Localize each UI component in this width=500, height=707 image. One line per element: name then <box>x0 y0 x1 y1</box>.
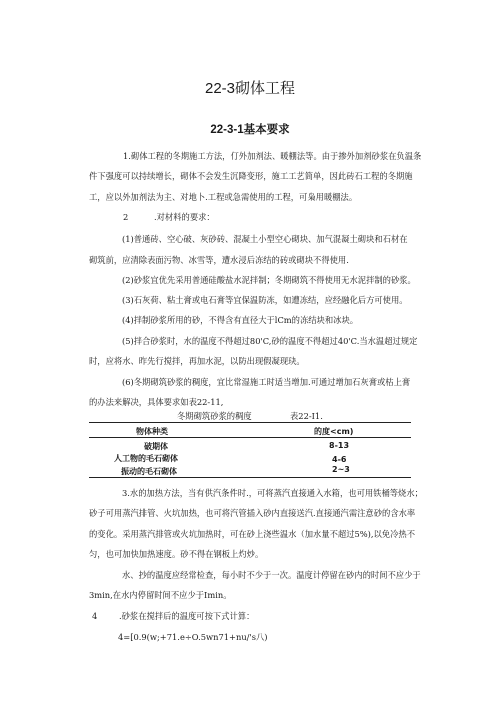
sub-item-5-line-2: 时，应将水、昨先行搅拌，再加水泥，以防出现假凝现玦。 <box>89 356 305 366</box>
table-header-rule <box>89 437 411 438</box>
table-number: 表22-I1. <box>290 411 323 421</box>
paragraph-3-line-4: 匀，也可加快加热速度。砂不得在钢板上灼炒。 <box>89 549 264 559</box>
paragraph-3-line-1: 3.水的加热方法，当有供汽条件时.，可将蒸汽直接通入水箱，也可用铁桶等烧水； <box>122 488 423 498</box>
table-header-kind: 物体种类 <box>136 427 168 436</box>
paragraph-1-line-2: 件下强度可以持续增长，砌体不会发生沉降变形，施工工艺简单，因此砖石工程的冬期施 <box>89 171 413 181</box>
sub-item-4: (4)拌制砂浆所用的砂，不得含有直径大于lCm的冻结块和冰块。 <box>122 315 359 325</box>
item-4-text: .砂浆在搅拌后的温度可按下式计算： <box>119 611 255 621</box>
paragraph-1-line-1: 1.砌体工程的冬期施工方法，仃外加剂法、暖棚法等。由于掺外加剂砂浆在负温条 <box>123 151 422 161</box>
table-row-3-value: 2~3 <box>332 465 350 474</box>
sub-item-5-line-1: (5)拌合砂浆时，水的温度不得超过80'C,砂的温度不得超过40'C.当水温超过规定 <box>122 336 418 346</box>
item-2-number: 2 <box>123 212 129 222</box>
paragraph-1-line-3: 工，应以外加剂法为主、对地卜.工程或急需使用的工程，可枭用暖棚法。 <box>89 192 358 202</box>
formula: 4=[0.9(w;+71.e÷O.5wn71+nu/'s八) <box>118 632 268 642</box>
sub-item-6-line-1: (6)冬期砌筑砂浆的稠度，宜比常湿施工时适当增加.可通过增加石灰膏或枯上膏 <box>122 377 411 387</box>
item-2-text: .对材料的要求： <box>154 212 215 222</box>
table-row-1-value: 8-13 <box>329 441 350 450</box>
sub-item-6-line-2: 的办法来解决，具体要求如表22-11, <box>89 397 224 407</box>
paragraph-water-line-2: 3min,在水内停留时间不应少于Imin。 <box>89 590 232 600</box>
table-row-2-kind: 人工物的毛石砌体 <box>114 454 178 463</box>
table-row-3-kind: 振动的毛石砌体 <box>121 467 177 476</box>
paragraph-3-line-3: 的变化。采用蒸汽排管或火坑加热时，可在砂上浇些温水（加水量不超过5%),以免冷热不 <box>89 529 416 539</box>
table-row-1-kind: 破期体 <box>144 442 168 451</box>
item-4-number: 4 <box>92 611 98 621</box>
section-heading: 22-3-1基本要求 <box>210 124 290 136</box>
sub-item-1-line-2: 砌筑前，应清除表面污物、冰雪等，遭水浸后冻结的砖或砌块不得使用. <box>89 255 349 265</box>
sub-item-1-line-1: (1)普通砖、空心破、灰砂砖、混凝土小型空心砌块、加气混凝土砌块和石材在 <box>122 234 408 244</box>
table-header-consistency: 的度<cm) <box>314 427 354 436</box>
sub-item-2: (2)砂浆宜优先采用普通硅酸盐水泥拌制；冬期砌筑不得使用无水泥拌制的砂浆。 <box>122 275 416 285</box>
page-title: 22-3砌体工程 <box>204 80 296 97</box>
table-top-rule <box>89 422 411 423</box>
paragraph-3-line-2: 砂子可用蒸汽排管、火坑加热，也可将汽管插入砂内直接送汽.直接通汽需注意砂的含水率 <box>89 508 416 518</box>
table-row-2-value: 4-6 <box>332 455 347 464</box>
sub-item-3: (3)石灰荷、粘土膏或电石膏等宜保温防冻，如遭冻结，应经融化后方可使用。 <box>122 295 408 305</box>
table-caption: 冬期砌筑砂浆的稠度 <box>177 411 252 421</box>
paragraph-water-line-1: 水、抄的温度应经常检查，每小时不少于一次。温度计停留在砂内的时间不应少于 <box>122 570 421 580</box>
table-bottom-rule <box>89 477 411 478</box>
